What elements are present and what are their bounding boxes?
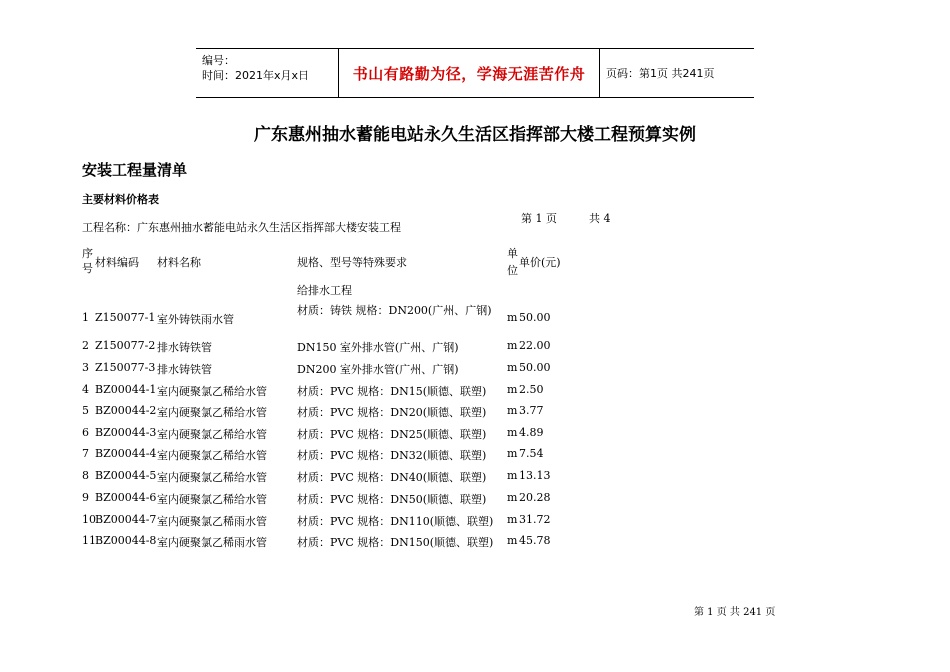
cell-price: 7.54 bbox=[519, 447, 544, 460]
project-name: 工程名称：广东惠州抽水蓄能电站永久生活区指挥部大楼安装工程 bbox=[82, 221, 401, 234]
cell-price: 13.13 bbox=[519, 469, 551, 482]
cell-unit: m bbox=[507, 339, 518, 352]
header-slogan: 书山有路勤为径，学海无涯苦作舟 bbox=[338, 49, 600, 97]
table-row bbox=[0, 361, 950, 379]
cell-price: 22.00 bbox=[519, 339, 551, 352]
cell-code: BZ00044-5 bbox=[95, 469, 157, 482]
column-header-spec: 规格、型号等特殊要求 bbox=[297, 256, 407, 269]
table-row bbox=[0, 469, 950, 487]
cell-name: 室内硬聚氯乙稀给水管 bbox=[157, 449, 267, 462]
cell-price: 50.00 bbox=[519, 361, 551, 374]
header-meta bbox=[196, 49, 338, 97]
cell-code: BZ00044-6 bbox=[95, 491, 157, 504]
cell-no: 6 bbox=[82, 426, 89, 439]
cell-name: 室内硬聚氯乙稀给水管 bbox=[157, 406, 267, 419]
cell-spec: 材质：PVC 规格：DN150(顺德、联塑) bbox=[297, 536, 494, 549]
cell-no: 4 bbox=[82, 383, 89, 396]
cell-no: 2 bbox=[82, 339, 89, 352]
cell-unit: m bbox=[507, 447, 518, 460]
cell-name: 排水铸铁管 bbox=[157, 341, 212, 354]
table-page-total: 共 4 bbox=[589, 212, 611, 225]
cell-code: Z150077-3 bbox=[95, 361, 156, 374]
column-header-code: 材料编码 bbox=[95, 256, 139, 269]
column-header-no: 序号 bbox=[82, 247, 93, 275]
cell-spec: 材质：PVC 规格：DN32(顺德、联塑) bbox=[297, 449, 487, 462]
cell-unit: m bbox=[507, 404, 518, 417]
cell-spec: 材质：PVC 规格：DN15(顺德、联塑) bbox=[297, 385, 487, 398]
column-header-name: 材料名称 bbox=[157, 256, 201, 269]
group-label: 给排水工程 bbox=[297, 284, 352, 297]
cell-spec: 材质：PVC 规格：DN40(顺德、联塑) bbox=[297, 471, 487, 484]
cell-name: 室内硬聚氯乙稀给水管 bbox=[157, 471, 267, 484]
cell-code: Z150077-2 bbox=[95, 339, 156, 352]
cell-unit: m bbox=[507, 311, 518, 324]
table-row bbox=[0, 339, 950, 357]
cell-no: 5 bbox=[82, 404, 89, 417]
column-header-price: 单价(元) bbox=[519, 256, 561, 269]
cell-unit: m bbox=[507, 469, 518, 482]
cell-no: 3 bbox=[82, 361, 89, 374]
cell-no: 11 bbox=[82, 534, 96, 547]
cell-no: 10 bbox=[82, 513, 96, 526]
cell-name: 室内硬聚氯乙稀给水管 bbox=[157, 428, 267, 441]
column-header-unit: 单位 bbox=[507, 247, 518, 277]
cell-no: 8 bbox=[82, 469, 89, 482]
document-title: 广东惠州抽水蓄能电站永久生活区指挥部大楼工程预算实例 bbox=[254, 125, 696, 145]
cell-name: 排水铸铁管 bbox=[157, 363, 212, 376]
cell-code: BZ00044-1 bbox=[95, 383, 157, 396]
cell-name: 室内硬聚氯乙稀给水管 bbox=[157, 493, 267, 506]
cell-price: 2.50 bbox=[519, 383, 544, 396]
header-page-code: 页码：第1页 共241页 bbox=[606, 67, 715, 80]
cell-code: BZ00044-2 bbox=[95, 404, 157, 417]
cell-code: BZ00044-3 bbox=[95, 426, 157, 439]
cell-no: 9 bbox=[82, 491, 89, 504]
table-row bbox=[0, 383, 950, 401]
cell-name: 室内硬聚氯乙稀雨水管 bbox=[157, 536, 267, 549]
number-label: 编号： bbox=[202, 54, 235, 67]
cell-spec: 材质：PVC 规格：DN20(顺德、联塑) bbox=[297, 406, 487, 419]
cell-unit: m bbox=[507, 534, 518, 547]
cell-code: Z150077-1 bbox=[95, 311, 156, 324]
table-caption: 主要材料价格表 bbox=[82, 193, 159, 206]
cell-spec: 材质：铸铁 规格：DN200(广州、广钢) bbox=[297, 304, 492, 317]
cell-price: 50.00 bbox=[519, 311, 551, 324]
cell-unit: m bbox=[507, 426, 518, 439]
cell-code: BZ00044-7 bbox=[95, 513, 157, 526]
cell-code: BZ00044-8 bbox=[95, 534, 157, 547]
cell-price: 3.77 bbox=[519, 404, 544, 417]
table-row bbox=[0, 491, 950, 509]
cell-price: 20.28 bbox=[519, 491, 551, 504]
cell-spec: 材质：PVC 规格：DN110(顺德、联塑) bbox=[297, 515, 494, 528]
cell-name: 室外铸铁雨水管 bbox=[157, 313, 234, 326]
cell-no: 1 bbox=[82, 311, 89, 324]
cell-unit: m bbox=[507, 513, 518, 526]
page-header bbox=[196, 48, 754, 98]
cell-spec: DN150 室外排水管(广州、广钢) bbox=[297, 341, 459, 354]
table-row bbox=[0, 513, 950, 531]
cell-unit: m bbox=[507, 361, 518, 374]
cell-code: BZ00044-4 bbox=[95, 447, 157, 460]
cell-name: 室内硬聚氯乙稀雨水管 bbox=[157, 515, 267, 528]
cell-unit: m bbox=[507, 383, 518, 396]
time-label: 时间：2021年x月x日 bbox=[202, 69, 310, 82]
cell-unit: m bbox=[507, 491, 518, 504]
table-row bbox=[0, 534, 950, 552]
cell-spec: 材质：PVC 规格：DN50(顺德、联塑) bbox=[297, 493, 487, 506]
table-page-number: 第 1 页 bbox=[521, 212, 557, 225]
table-row bbox=[0, 426, 950, 444]
cell-name: 室内硬聚氯乙稀给水管 bbox=[157, 385, 267, 398]
cell-price: 31.72 bbox=[519, 513, 551, 526]
section-title: 安装工程量清单 bbox=[82, 161, 188, 179]
page-footer: 第 1 页 共 241 页 bbox=[694, 607, 776, 618]
cell-price: 45.78 bbox=[519, 534, 551, 547]
table-row bbox=[0, 404, 950, 422]
cell-spec: 材质：PVC 规格：DN25(顺德、联塑) bbox=[297, 428, 487, 441]
cell-no: 7 bbox=[82, 447, 89, 460]
cell-price: 4.89 bbox=[519, 426, 544, 439]
table-row bbox=[0, 447, 950, 465]
cell-spec: DN200 室外排水管(广州、广钢) bbox=[297, 363, 459, 376]
